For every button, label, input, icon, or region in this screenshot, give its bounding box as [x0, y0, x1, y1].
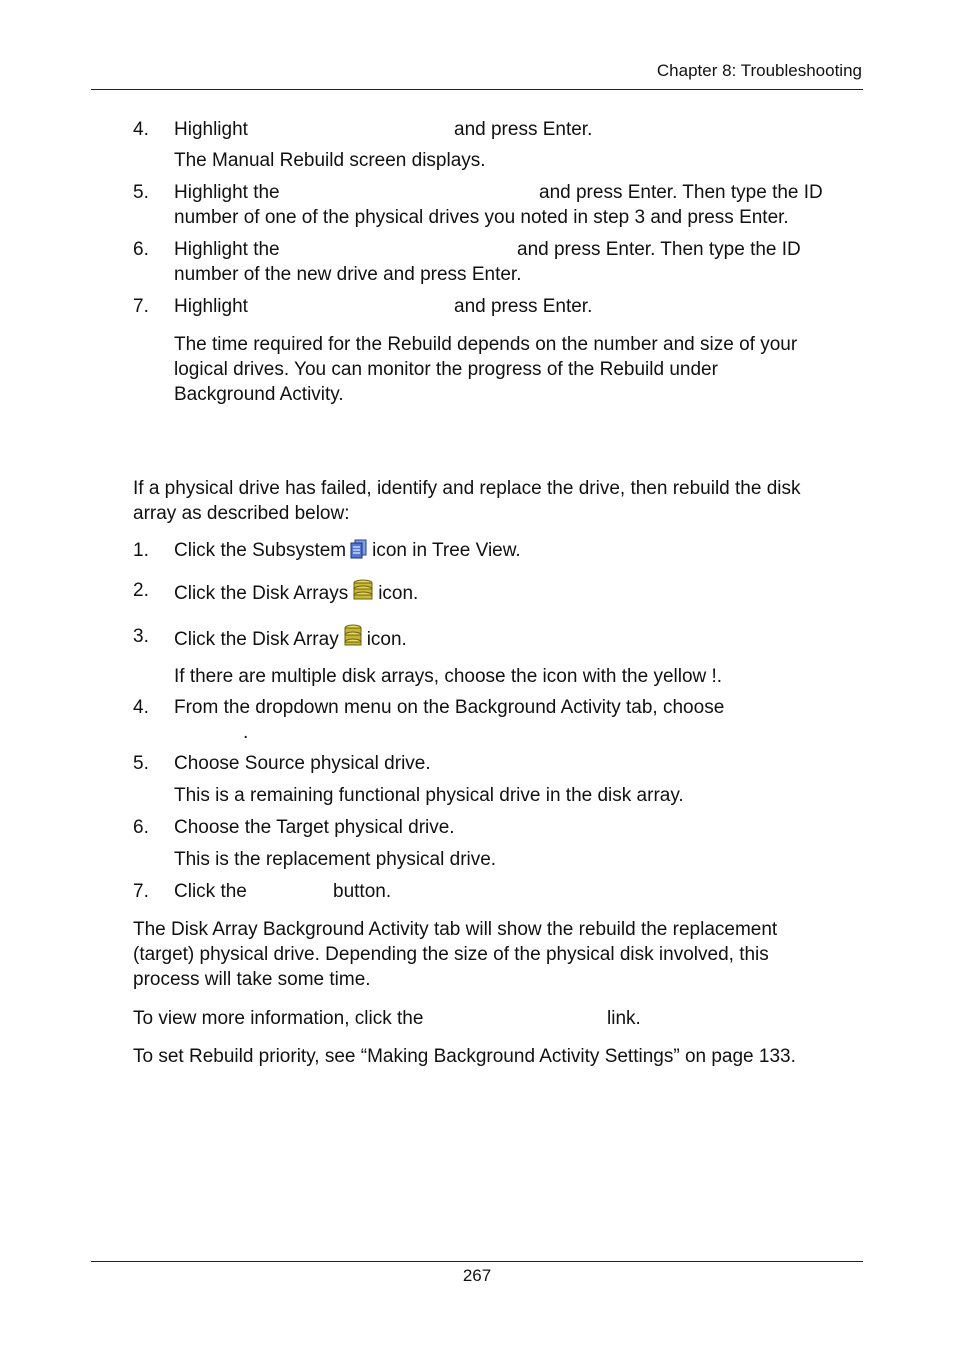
step-text: Choose Source physical drive.	[174, 753, 431, 774]
step-text: icon in Tree View.	[372, 540, 521, 561]
list-item-note: The Manual Rebuild screen displays.	[174, 150, 486, 171]
step-text: From the dropdown menu on the Background Activity tab, choose	[174, 697, 725, 718]
step-text: Click the Disk Arrays	[174, 583, 349, 604]
step-text: icon.	[366, 629, 407, 650]
list-number: 6.	[133, 239, 149, 260]
disk-array-icon	[342, 624, 364, 655]
more-info-text: link.	[607, 1008, 641, 1029]
rebuild-note-line: Background Activity.	[174, 384, 344, 405]
rebuild-note-line: The time required for the Rebuild depends on the number and size of your	[174, 334, 798, 355]
step-note: If there are multiple disk arrays, choose the icon with the yellow !.	[174, 666, 723, 687]
intro-line: array as described below:	[133, 503, 350, 524]
more-info-text: To view more information, click the	[133, 1008, 424, 1029]
list-item-text: and press Enter.	[454, 296, 593, 317]
step-note: This is a remaining functional physical drive in the disk array.	[174, 785, 684, 806]
chapter-header: Chapter 8: Troubleshooting	[656, 61, 862, 80]
step-1-text	[174, 538, 521, 566]
list-item-text: and press Enter. Then type the ID	[517, 239, 801, 260]
step-number: 5.	[133, 753, 149, 774]
step-number: 1.	[133, 540, 149, 561]
step-text: .	[243, 722, 249, 743]
step-number: 6.	[133, 817, 149, 838]
step-note: This is the replacement physical drive.	[174, 849, 497, 870]
list-item-text: and press Enter.	[454, 119, 593, 140]
footer-rule	[91, 1261, 863, 1262]
outro-line: The Disk Array Background Activity tab will show the rebuild the replacement	[133, 919, 778, 940]
outro-line: (target) physical drive. Depending the size of the physical disk involved, this	[133, 944, 769, 965]
step-text: Click the Disk Array	[174, 629, 339, 650]
list-number: 4.	[133, 119, 149, 140]
priority-text: To set Rebuild priority, see “Making Background Activity Settings” on page 133.	[133, 1046, 796, 1067]
list-item-text: Highlight the	[174, 182, 280, 203]
list-item-text: Highlight the	[174, 239, 280, 260]
list-item-text: Highlight	[174, 119, 248, 140]
step-3-text	[174, 624, 407, 655]
subsystem-icon	[349, 539, 369, 566]
step-text: Click the Subsystem	[174, 540, 347, 561]
step-text: button.	[333, 881, 392, 902]
step-2-text	[174, 578, 418, 609]
step-text: Choose the Target physical drive.	[174, 817, 455, 838]
outro-line: process will take some time.	[133, 969, 371, 990]
list-item-text: Highlight	[174, 296, 248, 317]
list-item-text: and press Enter. Then type the ID	[539, 182, 823, 203]
disk-arrays-icon	[351, 578, 375, 609]
step-number: 4.	[133, 697, 149, 718]
list-number: 5.	[133, 182, 149, 203]
rebuild-note-line: logical drives. You can monitor the progress of the Rebuild under	[174, 359, 718, 380]
step-text: icon.	[378, 583, 419, 604]
step-number: 3.	[133, 626, 149, 647]
page-number: 267	[462, 1266, 492, 1285]
header-rule	[91, 89, 863, 90]
list-item-text: number of the new drive and press Enter.	[174, 264, 522, 285]
step-number: 7.	[133, 881, 149, 902]
intro-line: If a physical drive has failed, identify and replace the drive, then rebuild the disk	[133, 478, 801, 499]
step-number: 2.	[133, 580, 149, 601]
list-item-text: number of one of the physical drives you noted in step 3 and press Enter.	[174, 207, 789, 228]
step-text: Click the	[174, 881, 247, 902]
list-number: 7.	[133, 296, 149, 317]
